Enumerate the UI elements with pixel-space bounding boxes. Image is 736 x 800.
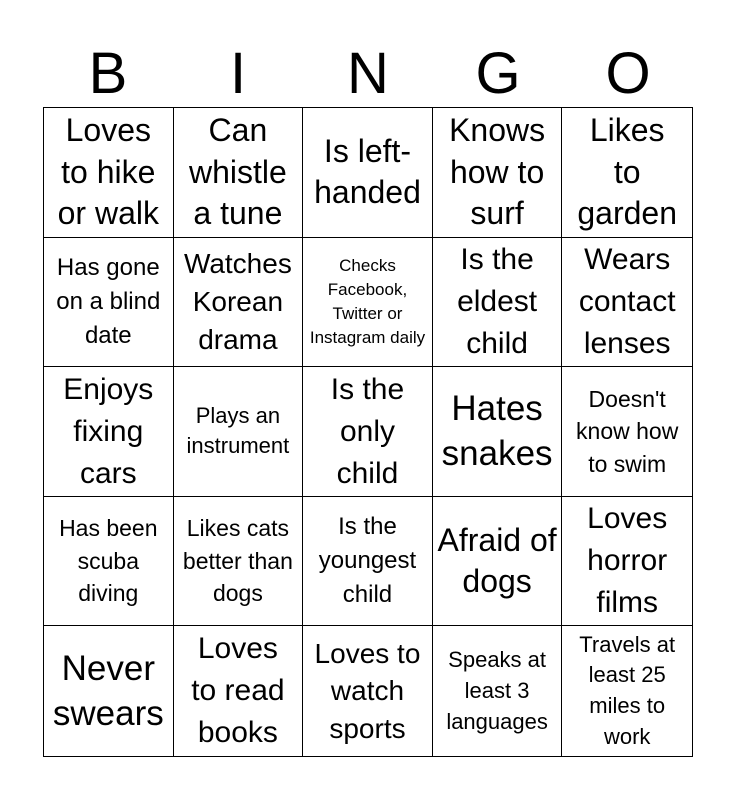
bingo-cell[interactable] bbox=[433, 497, 563, 627]
cell-text: Likes to garden bbox=[577, 111, 677, 232]
bingo-cell[interactable] bbox=[562, 626, 692, 756]
bingo-cell[interactable] bbox=[303, 108, 433, 238]
bingo-cell[interactable] bbox=[562, 108, 692, 238]
cell-text: Enjoys fixing cars bbox=[63, 372, 154, 490]
header-letter-g: G bbox=[475, 41, 521, 106]
cell-text: Likes cats better than dogs bbox=[182, 515, 293, 607]
cell-text: Loves horror films bbox=[587, 502, 668, 620]
bingo-cell[interactable] bbox=[562, 367, 692, 497]
bingo-cell[interactable] bbox=[303, 367, 433, 497]
cell-text: Plays an instrument bbox=[186, 402, 290, 459]
bingo-cell[interactable] bbox=[174, 497, 304, 627]
bingo-cell[interactable] bbox=[303, 626, 433, 756]
cell-text: Is left-handed bbox=[314, 132, 421, 211]
cell-text: Is the youngest child bbox=[318, 512, 417, 609]
cell-text: Has been scuba diving bbox=[59, 515, 158, 607]
bingo-cell[interactable] bbox=[433, 108, 563, 238]
header-letter-o: O bbox=[605, 41, 651, 106]
cell-text: Is the eldest child bbox=[457, 242, 538, 360]
bingo-cell[interactable] bbox=[174, 626, 304, 756]
cell-text: Watches Korean drama bbox=[183, 248, 292, 355]
bingo-cell[interactable] bbox=[433, 626, 563, 756]
bingo-cell[interactable] bbox=[174, 367, 304, 497]
bingo-cell[interactable] bbox=[562, 238, 692, 368]
bingo-cell[interactable] bbox=[44, 626, 174, 756]
cell-text: Has gone on a blind date bbox=[56, 253, 161, 349]
header-letter-n: N bbox=[347, 41, 389, 106]
header-letter-i: I bbox=[229, 41, 247, 106]
cell-text: Wears contact lenses bbox=[578, 242, 676, 360]
cell-text: Knows how to surf bbox=[449, 111, 546, 232]
bingo-cell[interactable] bbox=[433, 238, 563, 368]
header-letter-b: B bbox=[88, 41, 128, 106]
bingo-cell[interactable] bbox=[433, 367, 563, 497]
cell-text: Can whistle a tune bbox=[188, 111, 287, 232]
cell-text: Travels at least 25 miles to work bbox=[579, 631, 676, 749]
bingo-cell[interactable] bbox=[44, 367, 174, 497]
bingo-cell[interactable] bbox=[44, 497, 174, 627]
bingo-header bbox=[43, 38, 693, 110]
bingo-cell[interactable] bbox=[303, 497, 433, 627]
cell-text: Never swears bbox=[52, 648, 164, 734]
bingo-cell[interactable] bbox=[44, 108, 174, 238]
cell-text: Is the only child bbox=[330, 372, 405, 490]
bingo-cell[interactable] bbox=[562, 497, 692, 627]
bingo-cell[interactable] bbox=[174, 238, 304, 368]
bingo-cell[interactable] bbox=[44, 238, 174, 368]
cell-text: Loves to read books bbox=[191, 632, 285, 750]
bingo-cell[interactable] bbox=[174, 108, 304, 238]
bingo-cell[interactable] bbox=[303, 238, 433, 368]
cell-text: Doesn't know how to swim bbox=[576, 385, 679, 477]
cell-text: Hates snakes bbox=[441, 388, 553, 474]
cell-text: Speaks at least 3 languages bbox=[446, 647, 548, 734]
cell-text: Loves to watch sports bbox=[314, 637, 421, 745]
cell-text: Checks Facebook, Twitter or Instagram daily bbox=[309, 255, 426, 348]
bingo-board bbox=[43, 107, 693, 757]
cell-text: Loves to hike or walk bbox=[57, 111, 159, 232]
cell-text: Afraid of dogs bbox=[437, 521, 557, 600]
